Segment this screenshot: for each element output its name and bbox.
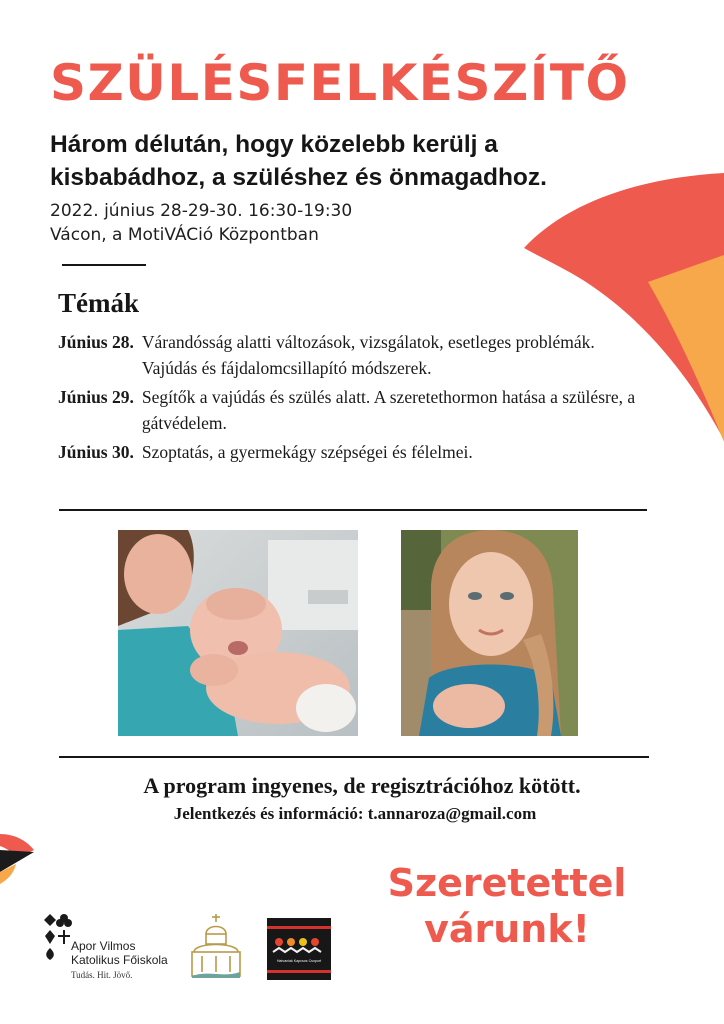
- contact-info: Jelentkezés és információ: t.annaroza@gmail.com: [173, 804, 537, 823]
- topics-list: [58, 330, 642, 466]
- welcome-line-2: várunk!: [424, 907, 590, 951]
- topic-row: [58, 385, 642, 440]
- subtitle: Három délután, hogy közelebb kerülj a kisbabádhoz, a szüléshez és önmagadhoz.: [50, 131, 547, 191]
- welcome-message: [372, 860, 642, 952]
- topic-date: Június 28.: [58, 332, 134, 352]
- topic-text: Szoptatás, a gyermekágy szépségei és félelmei.: [141, 442, 473, 462]
- apor-emblem-icon: [42, 912, 72, 966]
- apor-name-line-1: Apor Vilmos: [71, 939, 136, 953]
- event-date-time: 2022. június 28-29-30. 16:30-19:30: [50, 201, 353, 221]
- free-program-note: A program ingyenes, de regisztrációhoz kötött.: [143, 773, 581, 798]
- apor-motto: Tudás. Hit. Jövő.: [71, 970, 133, 980]
- topics-heading: Témák: [58, 288, 139, 318]
- photo-woman-with-baby: [401, 530, 578, 736]
- section-divider: [59, 756, 649, 758]
- topic-date: Június 30.: [58, 442, 134, 462]
- apor-name-line-2: Katolikus Főiskola: [71, 953, 168, 967]
- event-location: Vácon, a MotiVÁCió Központban: [50, 225, 319, 245]
- topic-text: Várandósság alatti változások, vizsgálatok, esetleges problémák. Vajúdás és fájdalomcsillapító módszerek.: [141, 332, 595, 378]
- main-title: SZÜLÉSFELKÉSZÍTŐ: [50, 54, 630, 112]
- topic-text: Segítők a vajúdás és szülés alatt. A szeretethormon hatása a szülésre, a gátvédelem.: [141, 387, 636, 433]
- section-divider: [59, 509, 647, 511]
- group-badge-logo: [267, 918, 331, 980]
- short-divider: [62, 264, 146, 266]
- topic-row: [58, 330, 642, 385]
- church-logo: [188, 912, 244, 980]
- photo-mother-with-newborn: [118, 530, 358, 736]
- decorative-corner-shape: [0, 828, 40, 888]
- topic-row: [58, 440, 642, 466]
- welcome-line-1: Szeretettel: [387, 861, 627, 905]
- topic-date: Június 29.: [58, 387, 134, 407]
- badge-caption: Hatvaniak Kapcsos Csoport: [276, 959, 322, 963]
- apor-name: [71, 939, 168, 967]
